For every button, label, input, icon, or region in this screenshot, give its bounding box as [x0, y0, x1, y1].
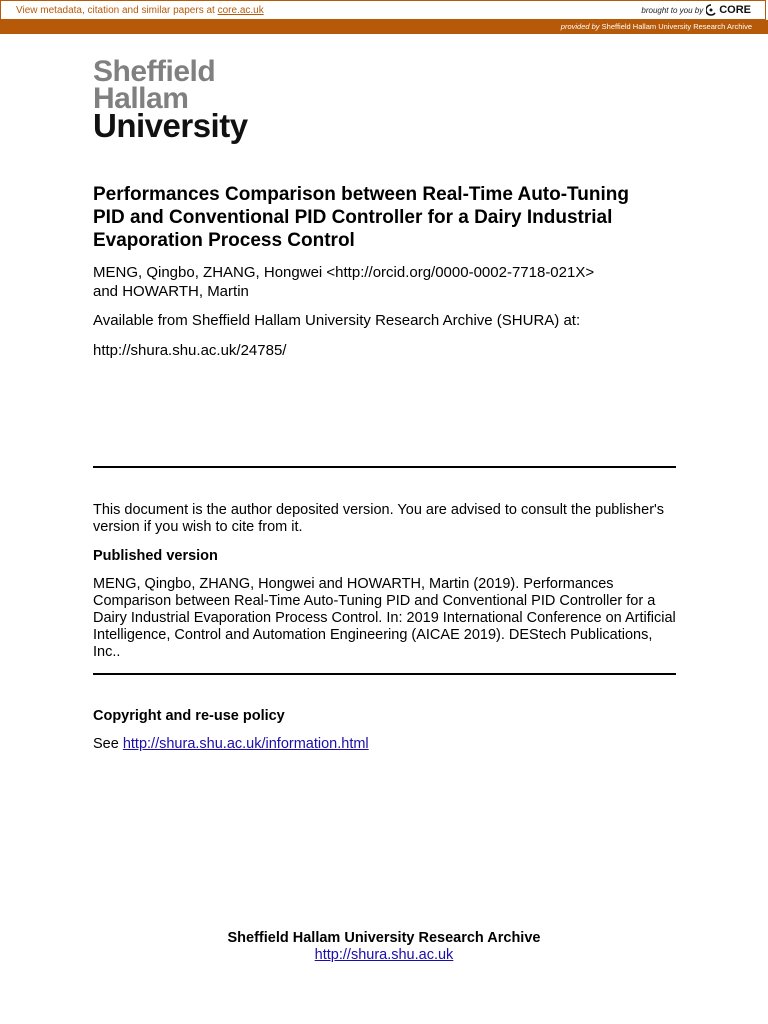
- authors-line-2: and HOWARTH, Martin: [93, 283, 249, 300]
- authors-line-1: MENG, Qingbo, ZHANG, Hongwei <http://orcid.org/0000-0002-7718-021X>: [93, 264, 595, 281]
- paper-title: Performances Comparison between Real-Time Auto-Tuning PID and Conventional PID Controller for a Dairy Industrial Evaporation Process Control: [93, 184, 629, 251]
- divider-top: [93, 466, 676, 468]
- policy-link[interactable]: http://shura.shu.ac.uk/information.html: [122, 736, 369, 752]
- core-brand: CORE: [719, 4, 751, 16]
- deposit-notice: This document is the author deposited version. You are advised to consult the publisher's version if you wish to cite from it.: [93, 502, 665, 535]
- footer-link[interactable]: http://shura.shu.ac.uk: [314, 947, 454, 963]
- logo-line-3: University: [93, 107, 248, 144]
- brought-by: [641, 4, 751, 16]
- core-link[interactable]: core.ac.uk: [217, 5, 264, 16]
- published-heading: Published version: [93, 548, 218, 564]
- provided-text: [561, 22, 752, 31]
- footer-archive-name: Sheffield Hallam University Research Archive: [227, 930, 541, 946]
- provided-label: provided by: [560, 22, 600, 31]
- core-banner: [0, 0, 766, 20]
- paper-authors: [93, 263, 683, 301]
- core-logo-icon: [706, 4, 716, 16]
- divider-bottom: [93, 673, 676, 675]
- availability-text: Available from Sheffield Hallam University Research Archive (SHURA) at:: [93, 312, 581, 329]
- core-metadata-text: [16, 5, 264, 16]
- provided-by: Sheffield Hallam University Research Archive: [601, 22, 752, 31]
- logo-line-1: Sheffield: [93, 55, 216, 88]
- logo-line-2: Hallam: [93, 82, 189, 115]
- provided-bar: [0, 20, 768, 34]
- footer: [0, 930, 768, 964]
- copyright-see: [93, 736, 369, 752]
- archive-url: http://shura.shu.ac.uk/24785/: [93, 342, 287, 359]
- see-label: See: [93, 736, 119, 752]
- university-logo: [93, 55, 248, 144]
- copyright-heading: Copyright and re-use policy: [93, 708, 285, 724]
- brought-label: brought to you by: [641, 5, 704, 15]
- core-prefix: View metadata, citation and similar papers at: [16, 5, 215, 16]
- published-citation: MENG, Qingbo, ZHANG, Hongwei and HOWARTH, Martin (2019). Performances Comparison between Real-Time Auto-Tuning PID and Conventional PID Controller for a Dairy Industrial Evaporation Process Control. In: 2019 International Conference on Artificial Intelligence, Control and Automation Engineering (AICAE 2019). DEStech Publications, Inc..: [93, 576, 676, 660]
